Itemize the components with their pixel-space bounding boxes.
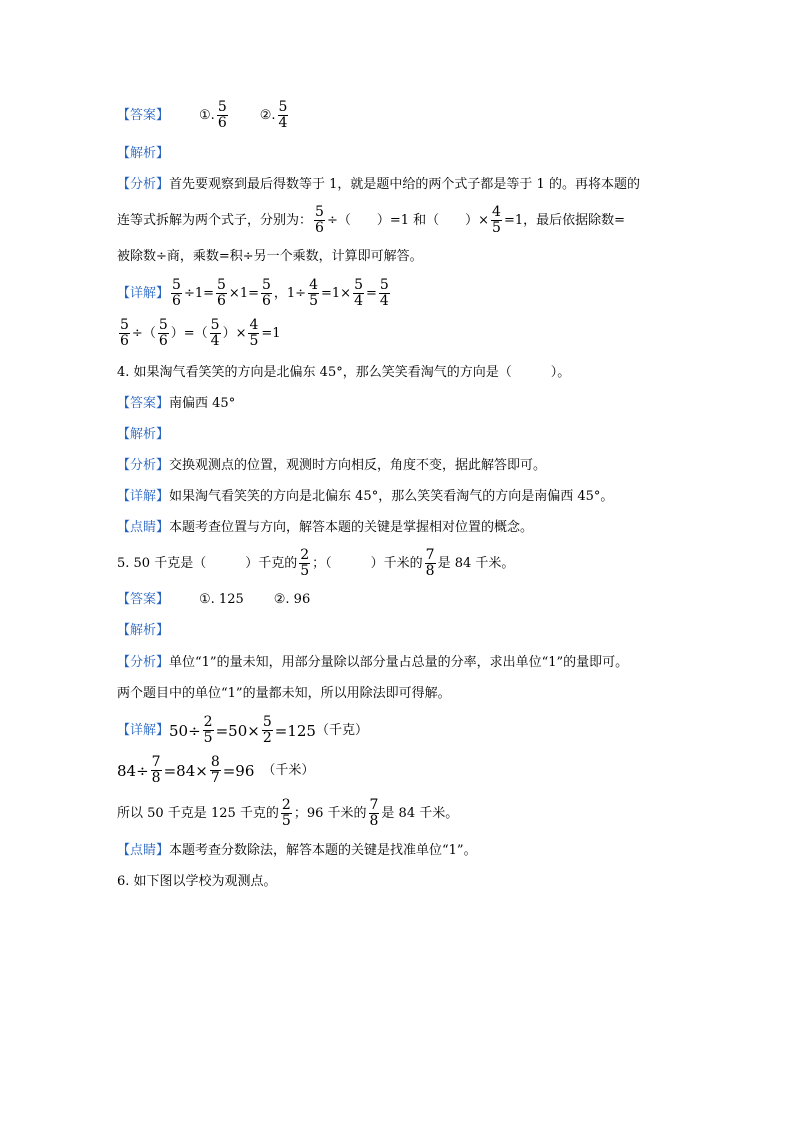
q5-comment: 【点睛】 本题考查分数除法，解答本题的关键是找准单位“1”。 [117, 843, 477, 858]
q5-conclusion: 所以 50 千克是 125 千克的 $\frac{2}{5}$ ；96 千米的 $\frac{7}{8}$ 是 84 千米。 [117, 797, 459, 829]
q3-answer-line [117, 100, 290, 131]
fraction: $\frac{4}{5}$ [309, 277, 318, 309]
q3-analysis-heading [117, 146, 169, 162]
fraction: $\frac{5}{6}$ [315, 204, 324, 236]
q5-answer: 【答案】 ①. 125 ②. 96 [117, 592, 311, 607]
q3-detail-line-2: $\frac{5}{6}$ ÷（ $\frac{5}{6}$ ）=（ $\frac{5}{4}$ ）× $\frac{4}{5}$ =1 [120, 317, 281, 349]
q5-question: 5. 50 千克是（ ）千克的 $\frac{2}{5}$ ；（ ）千米的 $\frac{7}{8}$ 是 84 千米。 [117, 547, 515, 579]
fraction: $\frac{8}{7}$ [210, 754, 220, 786]
q5-detail-line-2: 84÷ $\frac{7}{8}$ =84× $\frac{8}{7}$ =96 （千米） [117, 754, 315, 786]
q4-detail: 【详解】 如果淘气看笑笑的方向是北偏东 45°，那么笑笑看淘气的方向是南偏西 45°。 [117, 489, 614, 504]
answer-1-label: ①. [199, 107, 215, 123]
q4-comment: 【点睛】 本题考查位置与方向，解答本题的关键是掌握相对位置的概念。 [117, 520, 534, 535]
fraction: $\frac{4}{5}$ [249, 317, 259, 349]
fraction: $\frac{5}{6}$ [172, 277, 181, 309]
fraction: $\frac{5}{6}$ [120, 317, 129, 349]
fraction: $\frac{4}{5}$ [492, 204, 501, 236]
analysis-tag: 【分析】 [117, 177, 170, 192]
q4-answer: 【答案】 南偏西 45° [117, 396, 236, 411]
q6-question: 6. 如下图以学校为观测点。 [117, 874, 277, 889]
q5-analysis-heading: 【解析】 [117, 623, 170, 638]
fraction: $\frac{5}{4}$ [278, 99, 288, 131]
q3-analysis-line-3: 被除数÷商，乘数=积÷另一个乘数，计算即可解答。 [117, 249, 423, 264]
fraction: $\frac{7}{8}$ [151, 754, 161, 786]
fraction: $\frac{5}{6}$ [261, 277, 271, 309]
q4-question: 4. 如果淘气看笑笑的方向是北偏东 45°，那么笑笑看淘气的方向是（ ）。 [117, 365, 571, 380]
q3-analysis-line-1: 【分析】 首先要观察到最后得数等于 1，就是题中给的两个式子都是等于 1 的。再将本题的 [117, 177, 640, 192]
answer-tag: 【答案】 [117, 107, 170, 123]
q3-analysis-line-2: 连等式拆解为两个式子，分别为： $\frac{5}{6}$ ÷（ ）=1 和（ ）× $\frac{4}{5}$ =1，最后依据除数= [117, 204, 626, 236]
q4-analysis: 【分析】 交换观测点的位置，观测时方向相反，角度不变，据此解答即可。 [117, 458, 547, 473]
fraction: $\frac{5}{6}$ [217, 277, 226, 309]
q5-analysis-line-2: 两个题目中的单位“1”的量都未知，所以用除法即可得解。 [117, 686, 451, 701]
fraction: $\frac{5}{6}$ [158, 317, 168, 349]
q5-detail-line-1: 【详解】 50÷ $\frac{2}{5}$ =50× $\frac{5}{2}$ =125 （千克） [117, 714, 368, 746]
fraction: $\frac{5}{4}$ [354, 277, 363, 309]
fraction: $\frac{7}{8}$ [425, 547, 435, 579]
q3-detail-line-1: 【详解】 $\frac{5}{6}$ ÷1= $\frac{5}{6}$ ×1= $\frac{5}{6}$ ，1÷ $\frac{4}{5}$ =1× $\frac{5}{4}$ = $\frac{5}{4}$ [117, 277, 389, 309]
fraction: $\frac{2}{5}$ [203, 714, 213, 746]
q4-analysis-heading: 【解析】 [117, 427, 170, 442]
detail-tag: 【详解】 [117, 285, 170, 301]
analysis-heading-tag: 【解析】 [117, 146, 170, 161]
fraction: $\frac{5}{4}$ [379, 277, 389, 309]
q5-analysis-line-1: 【分析】 单位“1”的量未知，用部分量除以部分量占总量的分率，求出单位“1”的量即可。 [117, 655, 629, 670]
answer-2-label: ②. [259, 107, 276, 123]
fraction: $\frac{2}{5}$ [300, 547, 310, 579]
fraction: $\frac{5}{2}$ [262, 714, 272, 746]
fraction: $\frac{5}{6}$ [217, 99, 227, 131]
fraction: $\frac{5}{4}$ [210, 317, 220, 349]
fraction: $\frac{7}{8}$ [369, 797, 379, 829]
fraction: $\frac{2}{5}$ [281, 797, 291, 829]
